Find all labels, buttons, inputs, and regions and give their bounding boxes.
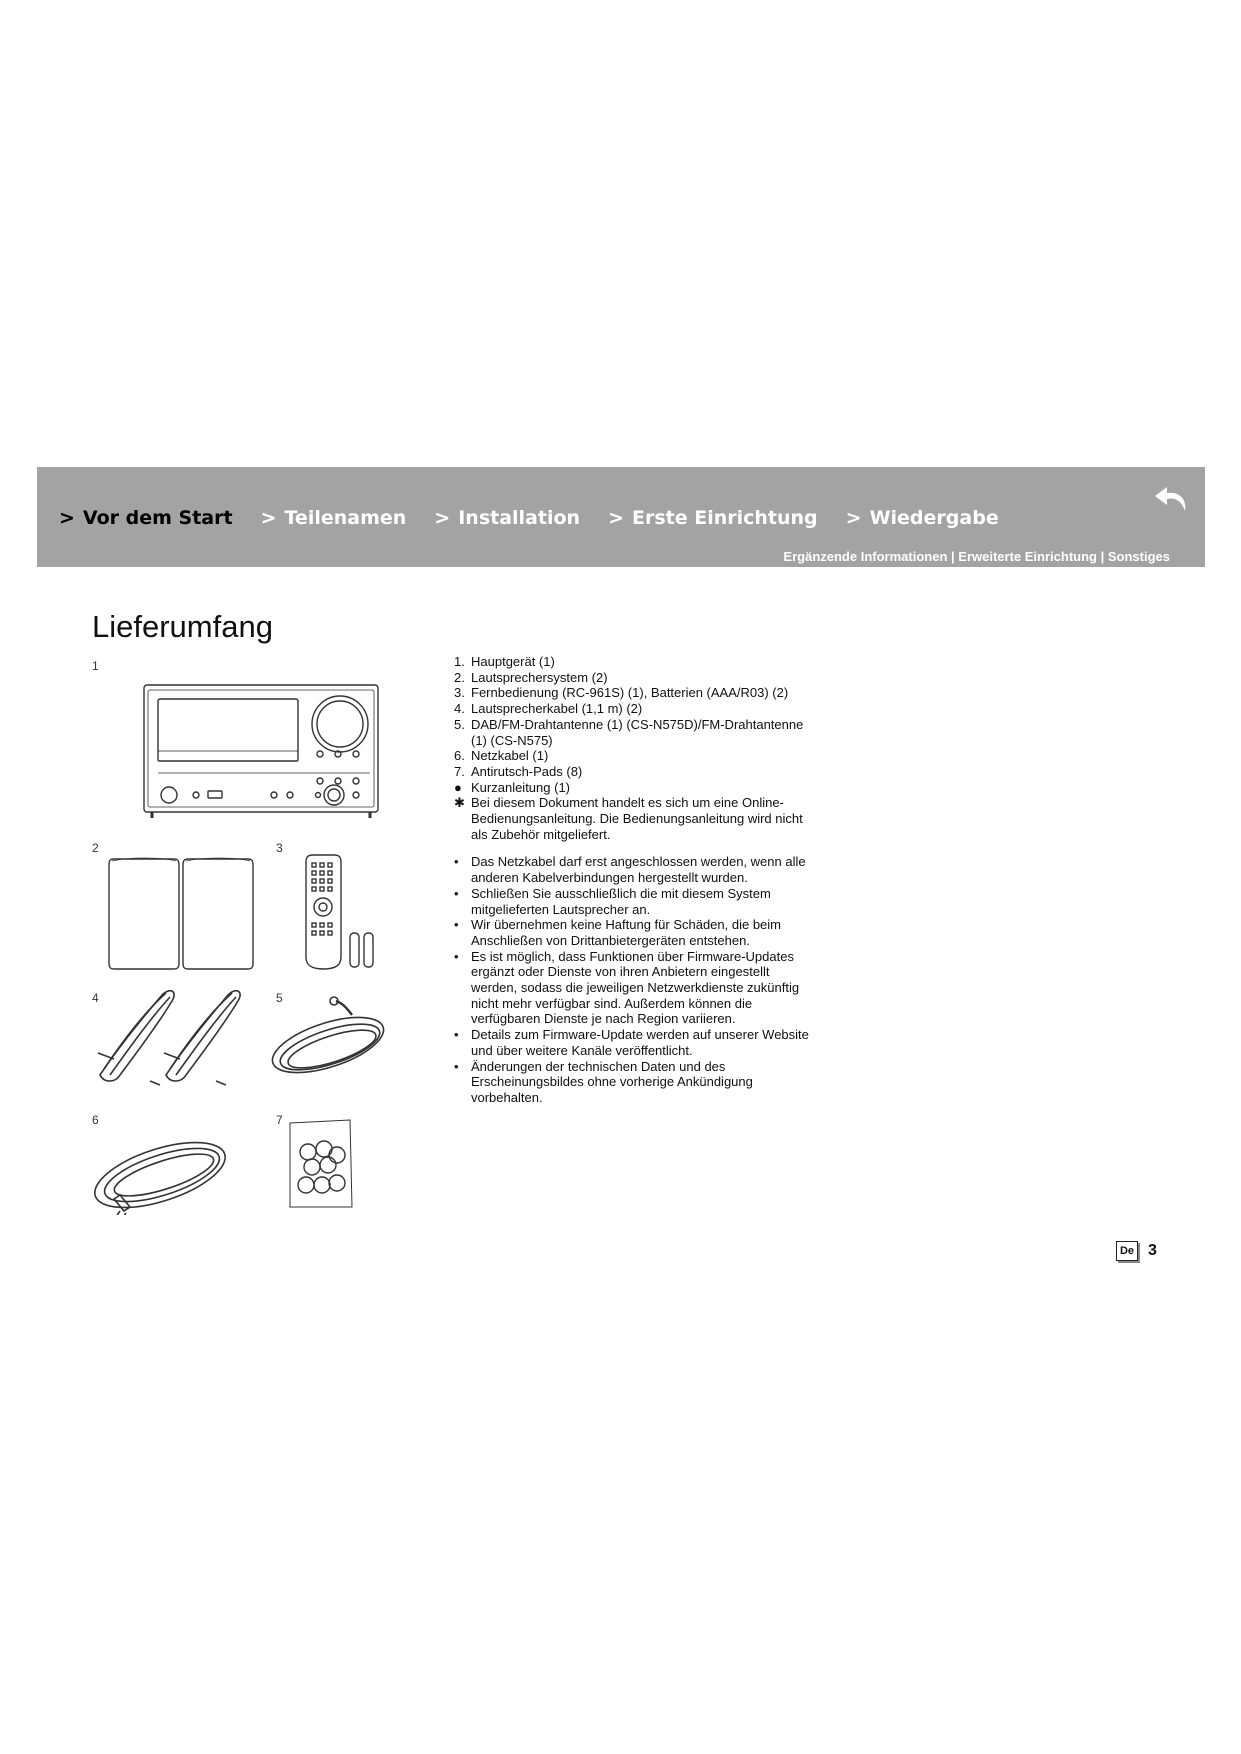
list-item bbox=[454, 717, 814, 748]
figure-label: 5 bbox=[276, 991, 283, 1005]
nav-teilenamen[interactable] bbox=[261, 507, 407, 529]
nav-installation[interactable] bbox=[434, 507, 580, 529]
note-text: Änderungen der technischen Daten und des Erscheinungsbildes ohne vorherige Ankündigung vorbehalten. bbox=[471, 1058, 753, 1105]
nav-label: Erste Einrichtung bbox=[631, 507, 818, 529]
note-item bbox=[454, 949, 814, 1028]
list-marker: 3. bbox=[454, 685, 465, 701]
remote-and-batteries-illustration bbox=[306, 855, 373, 969]
bullet-icon: • bbox=[454, 917, 459, 933]
item-text: Kurzanleitung (1) bbox=[471, 779, 570, 795]
list-item bbox=[454, 780, 814, 796]
subnav-separator: | bbox=[1100, 549, 1105, 564]
nav-label: Installation bbox=[458, 507, 581, 529]
nav-arrow-icon: > bbox=[59, 507, 75, 529]
note-item bbox=[454, 1059, 814, 1106]
figure-label: 3 bbox=[276, 841, 283, 855]
top-navigation-bar bbox=[37, 467, 1205, 567]
figure-label: 1 bbox=[92, 659, 99, 673]
power-cord-illustration bbox=[90, 1129, 233, 1215]
note-text: Details zum Firmware-Update werden auf unserer Website und über weitere Kanäle veröffentlicht. bbox=[471, 1027, 809, 1058]
nav-label: Teilenamen bbox=[284, 507, 407, 529]
note-item bbox=[454, 1027, 814, 1058]
list-marker: 5. bbox=[454, 716, 465, 732]
list-item bbox=[454, 764, 814, 780]
nav-arrow-icon: > bbox=[608, 507, 624, 529]
main-unit-illustration bbox=[144, 685, 378, 818]
list-item bbox=[454, 654, 814, 670]
list-item bbox=[454, 795, 814, 842]
sub-navigation bbox=[783, 549, 1170, 564]
note-item bbox=[454, 917, 814, 948]
item-text: Fernbedienung (RC-961S) (1), Batterien (AAA/R03) (2) bbox=[471, 685, 789, 701]
page-title: Lieferumfang bbox=[92, 608, 273, 644]
nav-arrow-icon: > bbox=[845, 507, 862, 529]
main-nav bbox=[59, 507, 999, 529]
page-number: 3 bbox=[1148, 1242, 1157, 1259]
item-text: Netzkabel (1) bbox=[471, 748, 549, 764]
subnav-sonstiges[interactable]: Sonstiges bbox=[1107, 549, 1170, 564]
note-item bbox=[454, 886, 814, 917]
list-marker: 6. bbox=[454, 748, 465, 764]
note-item bbox=[454, 854, 814, 885]
back-arrow-icon[interactable] bbox=[1151, 481, 1191, 517]
list-item bbox=[454, 670, 814, 686]
bullet-icon: • bbox=[454, 948, 459, 964]
contents-list bbox=[454, 654, 814, 842]
speakers-illustration bbox=[109, 858, 253, 969]
nav-label: Vor dem Start bbox=[82, 507, 233, 529]
note-text: Wir übernehmen keine Haftung für Schäden, die beim Anschließen von Drittanbietergeräten entstehen. bbox=[471, 917, 782, 948]
item-text: Bei diesem Dokument handelt es sich um eine Online-Bedienungsanleitung. Die Bedienungsanleitung wird nicht als Zubehör mitgeliefert. bbox=[471, 795, 803, 842]
note-text: Es ist möglich, dass Funktionen über Firmware-Updates ergänzt oder Dienste von ihren Anbietern eingestellt werden, sodass die jeweiligen Netzwerkdienste zukünftig nicht mehr verfügbar sind. Außerdem können die verfügbaren Dienste je nach Region variieren. bbox=[471, 948, 800, 1027]
bullet-icon: • bbox=[454, 854, 459, 870]
subnav-separator: | bbox=[951, 549, 955, 564]
item-text: DAB/FM-Drahtantenne (1) (CS-N575D)/FM-Drahtantenne (1) (CS-N575) bbox=[471, 716, 804, 748]
figure-label: 6 bbox=[92, 1113, 99, 1127]
note-text: Schließen Sie ausschließlich die mit diesem System mitgelieferten Lautsprecher an. bbox=[471, 885, 771, 917]
item-text: Lautsprechersystem (2) bbox=[471, 669, 608, 685]
contents-text bbox=[454, 654, 814, 1106]
list-marker: 4. bbox=[454, 701, 465, 717]
list-marker: 7. bbox=[454, 763, 465, 779]
note-text: Das Netzkabel darf erst angeschlossen werden, wenn alle anderen Kabelverbindungen hergestellt wurden. bbox=[471, 854, 806, 886]
nav-erste-einrichtung[interactable] bbox=[608, 507, 818, 529]
list-item bbox=[454, 685, 814, 701]
contents-illustration bbox=[90, 655, 430, 1215]
anti-slip-pads-illustration bbox=[290, 1120, 352, 1207]
figure-label: 2 bbox=[92, 841, 99, 855]
item-text: Antirutsch-Pads (8) bbox=[471, 763, 583, 779]
bullet-icon: • bbox=[454, 885, 459, 901]
page-footer bbox=[1116, 1241, 1157, 1261]
bullet-icon: • bbox=[454, 1027, 459, 1043]
notes-list bbox=[454, 854, 814, 1105]
subnav-ergaenzende-informationen[interactable]: Ergänzende Informationen bbox=[783, 549, 948, 564]
bullet-icon: ● bbox=[454, 779, 462, 795]
item-text: Lautsprecherkabel (1,1 m) (2) bbox=[471, 701, 643, 717]
figure-label: 7 bbox=[276, 1113, 283, 1127]
asterisk-icon: ✱ bbox=[454, 795, 465, 811]
nav-wiedergabe[interactable] bbox=[846, 507, 999, 529]
list-marker: 2. bbox=[454, 669, 465, 685]
list-item bbox=[454, 748, 814, 764]
item-text: Hauptgerät (1) bbox=[471, 654, 555, 669]
antenna-illustration bbox=[266, 997, 390, 1084]
subnav-erweiterte-einrichtung[interactable]: Erweiterte Einrichtung bbox=[958, 549, 1097, 564]
bullet-icon: • bbox=[454, 1058, 459, 1074]
nav-arrow-icon: > bbox=[434, 507, 451, 529]
list-marker: 1. bbox=[454, 654, 465, 669]
figure-label: 4 bbox=[92, 991, 99, 1005]
nav-vor-dem-start[interactable] bbox=[59, 507, 233, 529]
speaker-cables-illustration bbox=[98, 991, 240, 1085]
language-icon: De bbox=[1116, 1241, 1138, 1261]
nav-label: Wiedergabe bbox=[869, 507, 999, 529]
list-item bbox=[454, 701, 814, 717]
nav-arrow-icon: > bbox=[260, 507, 277, 529]
